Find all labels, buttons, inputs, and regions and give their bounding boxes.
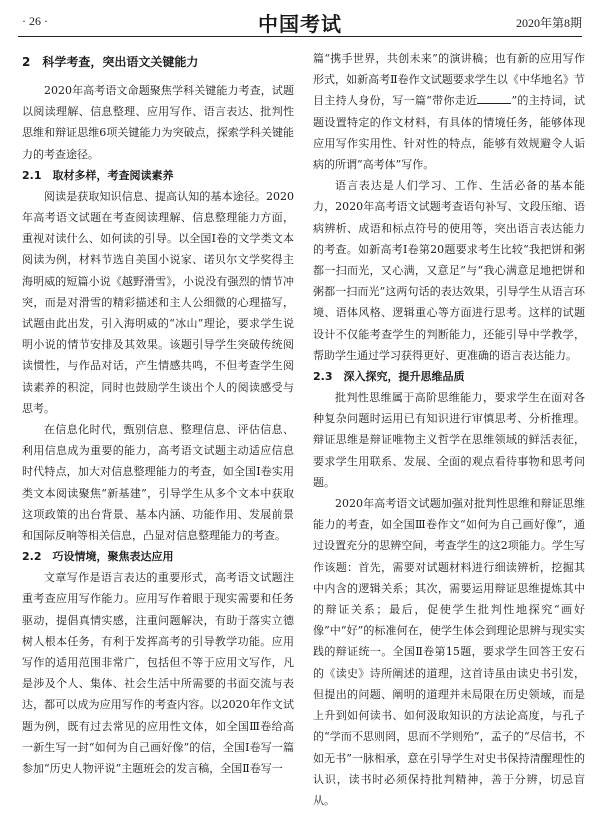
subsection-heading-2-1: 2.1 取材多样，考查阅读素养 — [22, 168, 174, 182]
section-heading: 2 科学考查，突出语文关键能力 — [22, 55, 199, 69]
header-divider — [18, 36, 582, 37]
paragraph-reading-2: 在信息化时代，甄别信息、整理信息、评估信息、利用信息成为重要的能力，高考语文试题主动适应信息时代特点，加大对信息整理能力的考查，如全国Ⅰ卷实用类文本阅读聚焦“新基建”，引导学生从多个文本中获取这项政策的出台背景、基本内涵、功能作用、发展前景和国际反响等相关信息，凸显对信息整理能力的考查。 — [22, 423, 294, 543]
right-column — [313, 48, 585, 811]
paragraph-thinking-1: 批判性思维属于高阶思维能力，要求学生在面对各种复杂问题时运用已有知识进行审慎思考、分析推理。辩证思维是辩证唯物主义哲学在思维领域的鲜活表征，要求学生用联系、发展、全面的观点看待事物和思考问题。 — [313, 391, 585, 489]
paragraph-language: 语言表达是人们学习、工作、生活必备的基本能力，2020年高考语文试题考查语句补写、文段压缩、语病辨析、成语和标点符号的使用等，突出语言表达能力的考查。如新高考Ⅰ卷第20题要求考生比较“我把饼和粥都一扫而光，又心满，又意足”与“我心满意足地把饼和粥都一扫而光”这两句话的表达效果，引导学生从语言环境、语体风格、逻辑重心等方面进行思考。这样的试题设计不仅能考查学生的判断能力，还能引导中学教学，帮助学生通过学习获得更好、更准确的语言表达能力。 — [313, 179, 585, 362]
writing-text-after-blank: ”的主持词，试题设置特定的作文材料，有具体的情境任务，能够体现应用写作实用性、针对性的特点，能够有效规避令人诟病的所谓“高考体”写作。 — [313, 94, 586, 172]
left-column — [22, 48, 294, 779]
paragraph-reading-1: 阅读是获取知识信息、提高认知的基本途径。2020年高考语文试题在考查阅读理解、信息整理能力方面，重视对读什么、如何读的引导。以全国Ⅰ卷的文学类文本阅读为例，材料节选自美国小说家、诺贝尔文学奖得主海明威的短篇小说《越野滑雪》，小说没有强烈的情节冲突，而是对滑雪的精彩描述和主人公细微的心理描写，试题由此出发，引入海明威的“冰山”理论，要求学生说明小说的情节安排及其效果。该题引导学生突破传统阅读惯性，与作品对话，产生情感共鸣，不但考查学生阅读素养的积淀，同时也鼓励学生谈出个人的阅读感受与思考。 — [22, 189, 294, 415]
fill-in-blank — [477, 92, 511, 104]
journal-title: 中国考试 — [258, 12, 342, 36]
page-header — [0, 0, 600, 38]
page-number: · 26 · — [22, 14, 48, 28]
paragraph-writing-1: 文章写作是语言表达的重要形式，高考语文试题注重考查应用写作能力。应用写作着眼于现实需要和任务驱动，提倡真情实感，注重问题解决，有助于落实立德树人根本任务，有利于发挥高考的引导教学功能。应用写作的适用范围非常广，包括但不等于应用文写作，凡是涉及个人、集体、社会生活中所需要的书面交流与表达，都可以成为应用写作的考查内容。以2020年作文试题为例，既有过去常见的应用性文体，如全国Ⅲ卷给高一新生写一封“如何为自己画好像”的信，全国Ⅰ卷写一篇参加“历史人物评说”主题班会的发言稿，全国Ⅱ卷写一 — [22, 571, 294, 776]
issue-label: 2020年第8期 — [515, 16, 582, 30]
paragraph-writing-continued — [313, 48, 585, 175]
subsection-heading-2-2: 2.2 巧设情境，聚焦表达应用 — [22, 550, 174, 564]
writing-text-before-blank: 篇“携手世界，共创未来”的演讲稿；也有新的应用写作形式，如新高考Ⅱ卷作文试题要求学生以《中华地名》节目主持人身份，写一篇“带你走近 — [313, 52, 585, 108]
intro-paragraph: 2020年高考语文命题聚焦学科关键能力考查，试题以阅读理解、信息整理、应用写作、语言表达、批判性思维和辩证思维6项关键能力为突破点，探索学科关键能力的考查途径。 — [22, 84, 294, 161]
subsection-heading-2-3: 2.3 深入探究，提升思维品质 — [313, 370, 465, 384]
paragraph-thinking-2: 2020年高考语文试题加强对批判性思维和辩证思维能力的考查，如全国Ⅲ卷作文“如何为自己画好像”，通过设置充分的思辨空间，考查学生的这2项能力。学生写作该题：首先，需要对试题材料进行细读辨析，挖掘其中内含的逻辑关系；其次，需要运用辩证思维提炼其中的辩证关系；最后，促使学生批判性地探究“画好像”中“好”的标准何在，使学生体会到理论思辨与现实实践的辩证统一。全国Ⅱ卷第15题，要求学生回答王安石的《读史》诗所阐述的道理，这首诗虽由读史书引发，但提出的问题、阐明的道理并未局限在历史领域，而是上升到如何读书、如何汲取知识的方法论高度，与孔子的“学而不思则罔，思而不学则殆”，孟子的“尽信书，不如无书”一脉相承，意在引导学生对史书保持清醒理性的认识，读书时必须保持批判精神，善于分辨，切忌盲从。 — [313, 497, 585, 807]
